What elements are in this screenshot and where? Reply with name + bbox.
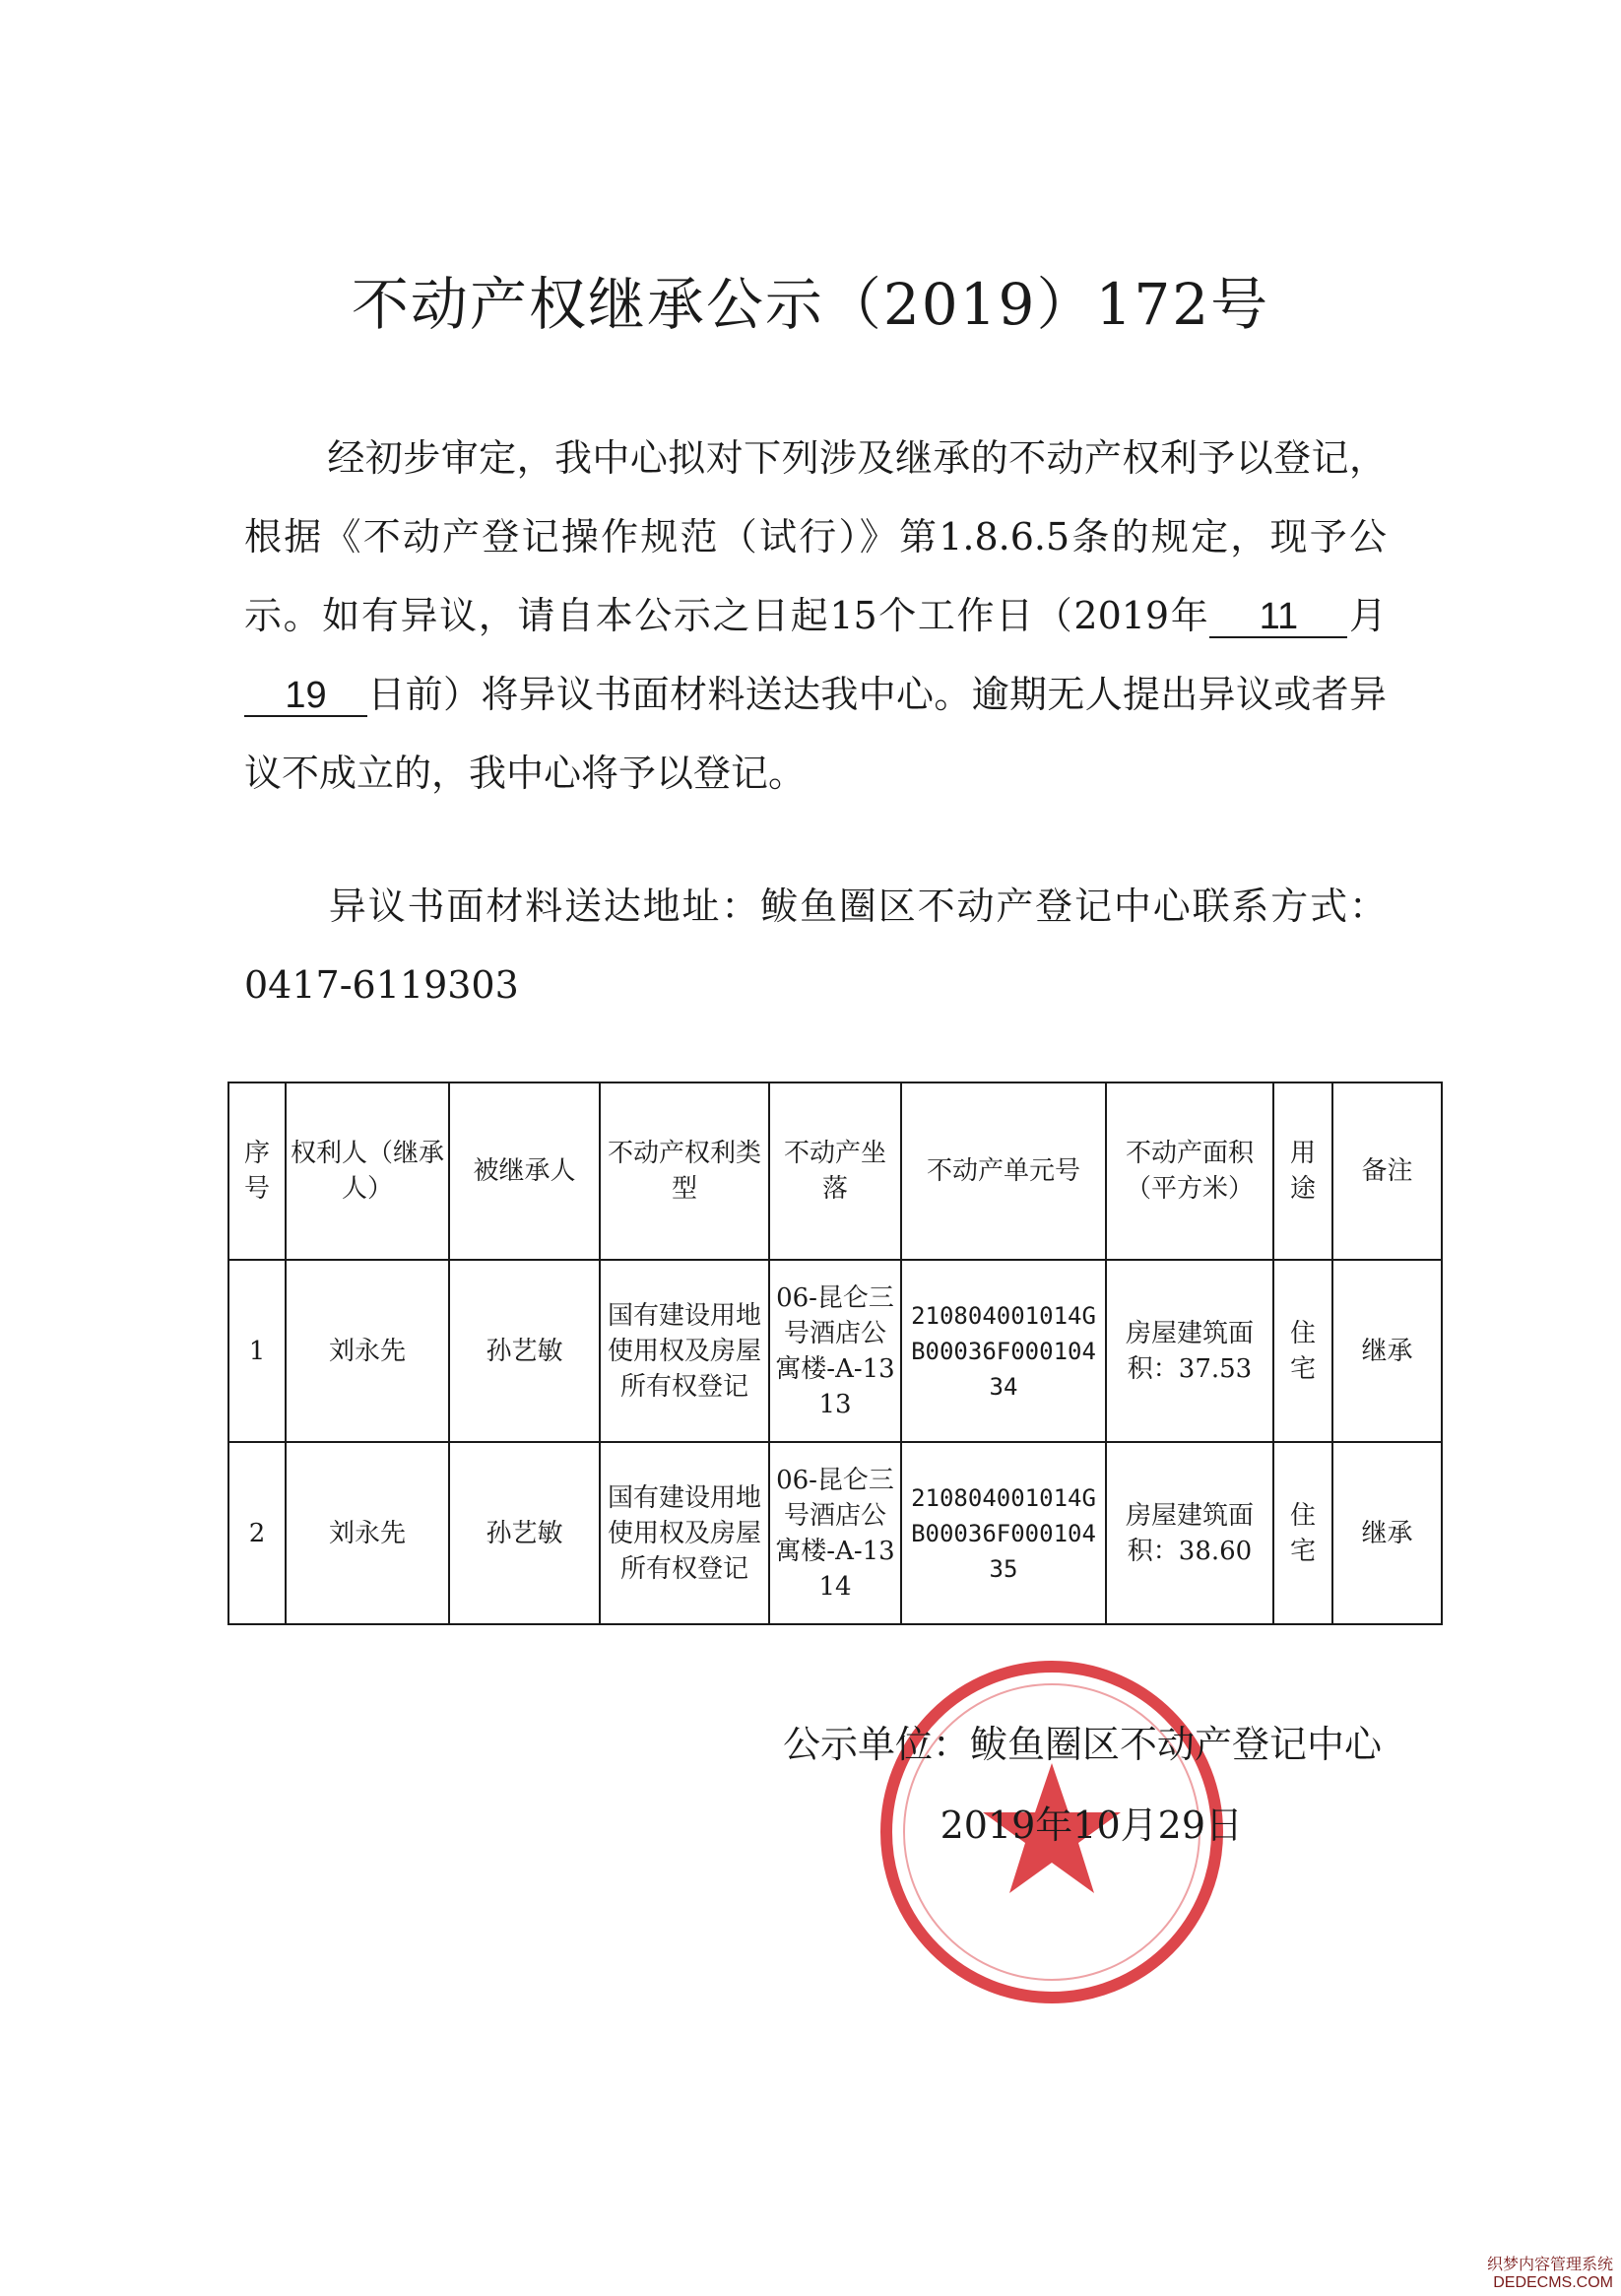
unit-number: 210804001014GB00036F00010435 xyxy=(901,1442,1106,1624)
right-type: 国有建设用地使用权及房屋所有权登记 xyxy=(600,1260,769,1442)
row-number: 2 xyxy=(228,1442,286,1624)
header-cell: 备注 xyxy=(1332,1082,1442,1260)
notice-text: 经初步审定，我中心拟对下列涉及继承的不动产权利予以登记，根据《不动产登记操作规范（试行）》第1.8.6.5条的规定，现予公示。如有异议，请自本公示之日起15个工作日（2019年 xyxy=(244,436,1387,637)
property-use: 住宅 xyxy=(1273,1260,1332,1442)
notice-rest: 日前）将异议书面材料送达我中心。逾期无人提出异议或者异议不成立的，我中心将予以登记。 xyxy=(244,673,1387,795)
property-location: 06-昆仑三号酒店公寓楼-A-1313 xyxy=(769,1260,901,1442)
property-area: 房屋建筑面积：38.60 xyxy=(1106,1442,1273,1624)
registration-table xyxy=(227,1082,1443,1625)
decedent-name: 孙艺敏 xyxy=(449,1442,600,1624)
table-header-row xyxy=(228,1082,1442,1260)
address-paragraph xyxy=(244,867,1387,1024)
footer-line-1: 织梦内容管理系统 xyxy=(1486,2257,1613,2273)
table-row xyxy=(228,1260,1442,1442)
remarks: 继承 xyxy=(1332,1260,1442,1442)
notice-paragraph xyxy=(244,419,1387,813)
heir-name: 刘永先 xyxy=(286,1442,449,1624)
table-row xyxy=(228,1442,1442,1624)
heir-name: 刘永先 xyxy=(286,1260,449,1442)
row-number: 1 xyxy=(228,1260,286,1442)
header-cell: 不动产面积（平方米） xyxy=(1106,1082,1273,1260)
address-text: 异议书面材料送达地址：鲅鱼圈区不动产登记中心联系方式：0417-6119303 xyxy=(244,885,1387,1007)
document-title: 不动产权继承公示（2019）172号 xyxy=(351,271,1270,338)
month-unit: 月 xyxy=(1347,594,1387,637)
footer-watermark xyxy=(1487,2257,1613,2292)
deadline-day: 19 xyxy=(244,676,367,717)
header-cell: 用途 xyxy=(1273,1082,1332,1260)
header-cell: 不动产坐落 xyxy=(769,1082,901,1260)
decedent-name: 孙艺敏 xyxy=(449,1260,600,1442)
property-location: 06-昆仑三号酒店公寓楼-A-1314 xyxy=(769,1442,901,1624)
header-cell: 不动产权利类型 xyxy=(600,1082,769,1260)
header-cell: 被继承人 xyxy=(449,1082,600,1260)
issue-date: 2019年10月29日 xyxy=(940,1804,1243,1847)
right-type: 国有建设用地使用权及房屋所有权登记 xyxy=(600,1442,769,1624)
header-cell: 不动产单元号 xyxy=(901,1082,1106,1260)
property-use: 住宅 xyxy=(1273,1442,1332,1624)
header-cell: 权利人（继承人） xyxy=(286,1082,449,1260)
unit-number: 210804001014GB00036F00010434 xyxy=(901,1260,1106,1442)
property-area: 房屋建筑面积：37.53 xyxy=(1106,1260,1273,1442)
remarks: 继承 xyxy=(1332,1442,1442,1624)
header-cell: 序号 xyxy=(228,1082,286,1260)
footer-line-2: DEDECMS.COM xyxy=(1493,2274,1613,2291)
deadline-month: 11 xyxy=(1209,597,1347,638)
issuing-unit: 公示单位：鲅鱼圈区不动产登记中心 xyxy=(782,1723,1382,1766)
